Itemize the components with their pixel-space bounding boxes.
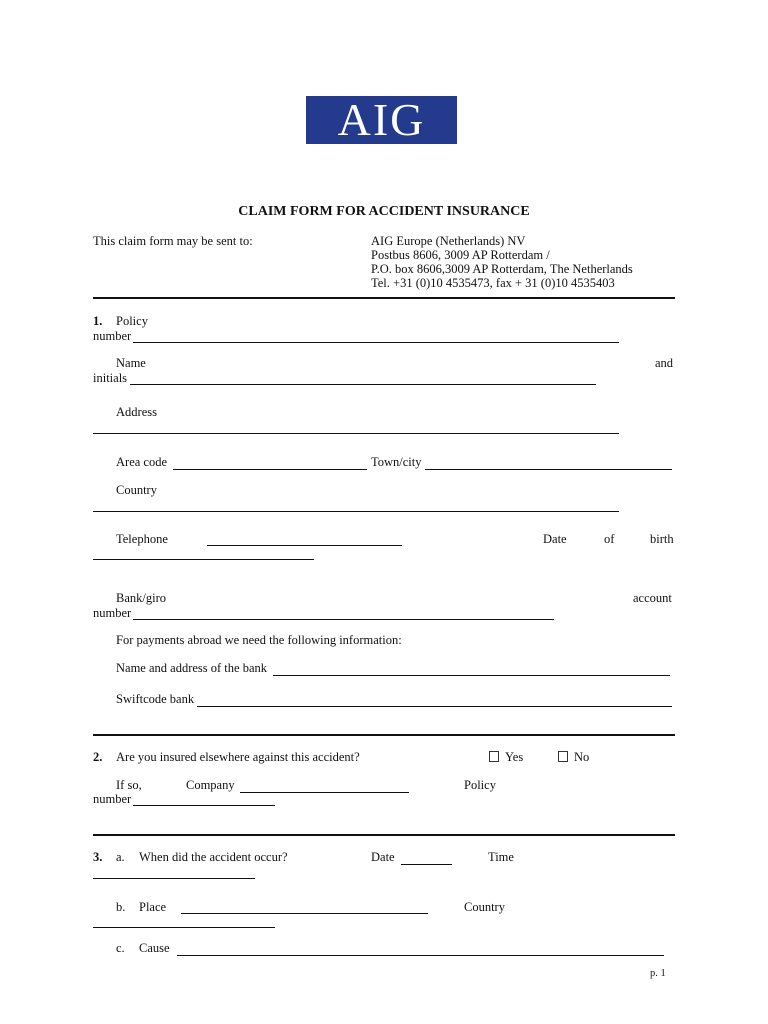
area-code-label: Area code [116,455,168,469]
telephone-label: Telephone [116,532,168,546]
if-so-label: If so, [116,778,142,792]
no-label: No [574,750,590,764]
initials-label: initials [93,371,128,385]
accident-time-label: Time [488,850,514,864]
section-3-number: 3. [93,850,103,864]
company-label: Company [186,778,235,792]
of-label: of [604,532,615,546]
accident-country-field[interactable] [93,927,275,928]
place-field[interactable] [181,913,428,914]
area-code-field[interactable] [173,469,367,470]
date-of-birth-field[interactable] [93,559,314,560]
form-title: CLAIM FORM FOR ACCIDENT INSURANCE [238,204,530,219]
address-line-3: P.O. box 8606,3009 AP Rotterdam, The Netherlands [371,262,633,276]
date-label: Date [543,532,567,546]
accident-country-label: Country [464,900,505,914]
yes-label: Yes [505,750,524,764]
aig-logo [306,96,457,144]
logo-text: AIG [337,94,426,145]
other-policy-number-field[interactable] [133,805,275,806]
place-label: Place [139,900,167,914]
country-field[interactable] [93,511,619,512]
name-label: Name [116,356,146,370]
birth-label: birth [650,532,674,546]
item-c-label: c. [116,941,125,955]
policy-label-2: Policy [464,778,496,792]
account-number-label: number [93,606,132,620]
bank-giro-label: Bank/giro [116,591,166,605]
checkbox-icon[interactable] [489,751,499,762]
section-1-number: 1. [93,314,103,328]
address-field[interactable] [93,433,619,434]
and-label: and [655,356,674,370]
accident-date-field[interactable] [401,864,452,865]
page-number: p. 1 [650,968,666,979]
account-number-field[interactable] [133,619,554,620]
town-city-field[interactable] [425,469,672,470]
section-2-number: 2. [93,750,103,764]
country-label: Country [116,483,157,497]
account-label: account [633,591,672,605]
no-option[interactable] [558,750,589,765]
swiftcode-label: Swiftcode bank [116,692,195,706]
town-city-label: Town/city [371,455,422,469]
checkbox-icon[interactable] [558,751,568,762]
address-line-2: Postbus 8606, 3009 AP Rotterdam / [371,248,550,262]
policy-number-label: number [93,329,132,343]
accident-time-field[interactable] [93,878,255,879]
sent-to-label: This claim form may be sent to: [93,234,253,248]
insured-elsewhere-question: Are you insured elsewhere against this accident? [116,750,360,764]
address-label: Address [116,405,157,419]
policy-number-label-2: number [93,792,132,806]
accident-date-label: Date [371,850,395,864]
cause-label: Cause [139,941,170,955]
policy-number-field[interactable] [133,342,619,343]
company-field[interactable] [240,792,409,793]
policy-label: Policy [116,314,148,328]
item-b-label: b. [116,900,126,914]
section-divider [93,734,675,736]
address-line-4: Tel. +31 (0)10 4535473, fax + 31 (0)10 4535403 [371,276,615,290]
section-divider [93,834,675,836]
section-divider [93,297,675,299]
cause-field[interactable] [177,955,664,956]
swiftcode-field[interactable] [197,706,672,707]
bank-name-address-field[interactable] [273,675,670,676]
name-initials-field[interactable] [130,384,596,385]
item-a-label: a. [116,850,125,864]
yes-option[interactable] [489,750,523,765]
when-accident-question: When did the accident occur? [139,850,288,864]
address-line-1: AIG Europe (Netherlands) NV [371,234,526,248]
bank-name-address-label: Name and address of the bank [116,661,267,675]
telephone-field[interactable] [207,545,402,546]
payments-abroad-note: For payments abroad we need the following information: [116,633,402,647]
